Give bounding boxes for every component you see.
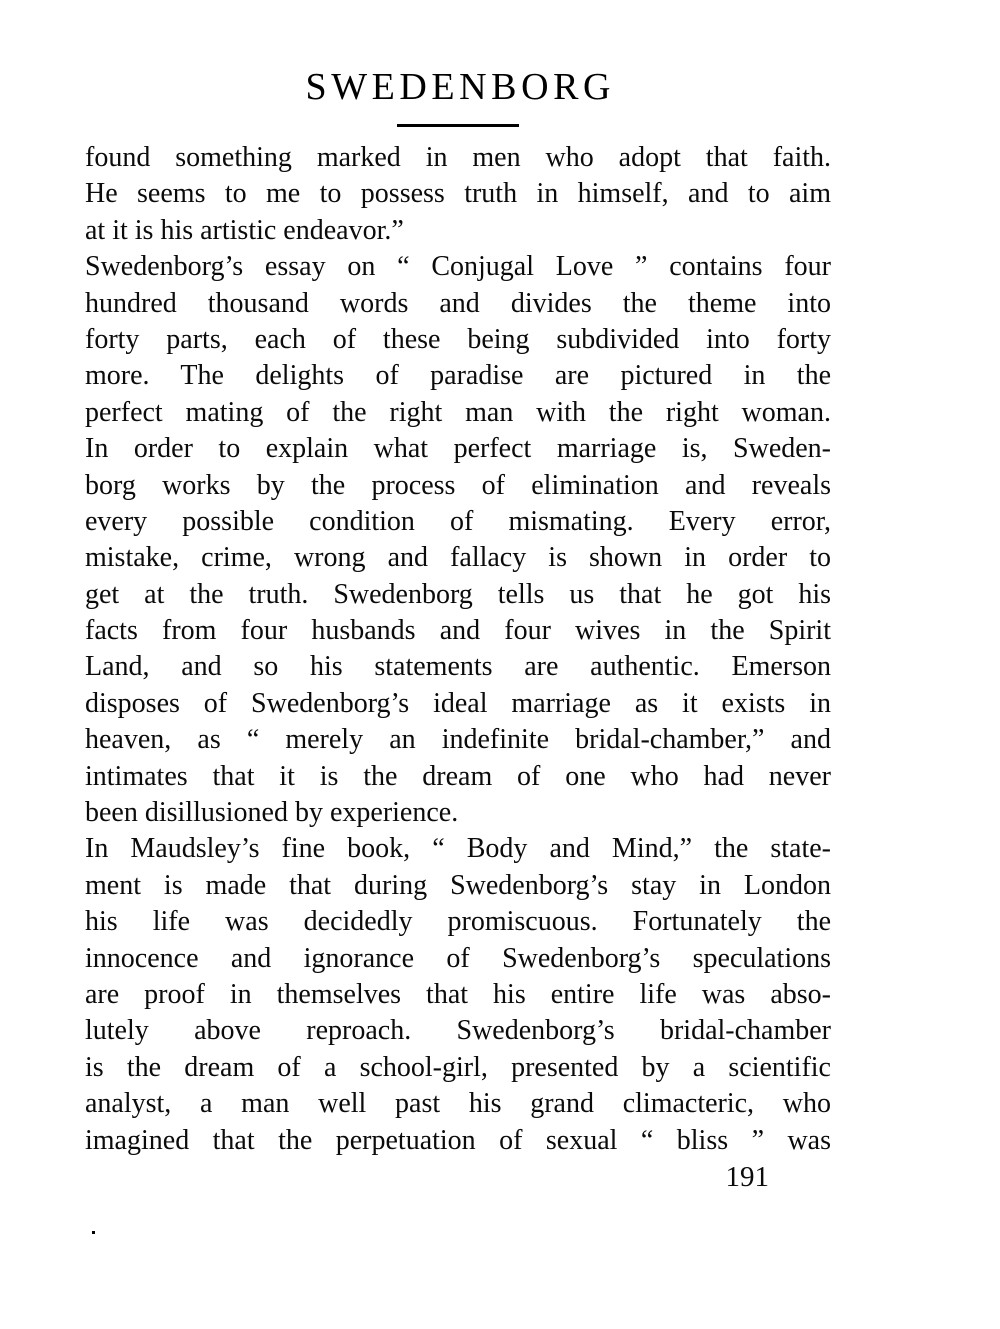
- text-line: disposes of Swedenborg’s ideal marriage as it exists in: [85, 687, 831, 719]
- text-line: at it is his artistic endeavor.”: [85, 214, 404, 246]
- text-line: more. The delights of paradise are pictured in the: [85, 360, 831, 392]
- page-title: SWEDENBORG: [305, 66, 616, 108]
- text-line: found something marked in men who adopt that faith.: [85, 142, 831, 173]
- ink-speck: [92, 1231, 95, 1234]
- text-line: imagined that the perpetuation of sexual “ bliss ” was: [85, 1124, 831, 1156]
- text-line: is the dream of a school-girl, presented by a scientific: [85, 1051, 831, 1083]
- body-text: [85, 140, 831, 1159]
- text-line: his life was decidedly promiscuous. Fortunately the: [85, 906, 831, 938]
- text-line: Land, and so his statements are authentic. Emerson: [85, 651, 831, 683]
- text-line: In Maudsley’s fine book, “ Body and Mind,” the state-: [85, 833, 831, 865]
- text-line: perfect mating of the right man with the right woman.: [85, 396, 831, 428]
- text-line: In order to explain what perfect marriage is, Sweden-: [85, 433, 831, 465]
- text-line: hundred thousand words and divides the theme into: [85, 287, 831, 319]
- text-line: heaven, as “ merely an indefinite bridal-chamber,” and: [85, 724, 831, 756]
- text-line: analyst, a man well past his grand climacteric, who: [85, 1088, 831, 1120]
- text-line: are proof in themselves that his entire life was abso-: [85, 978, 831, 1010]
- text-line: ment is made that during Swedenborg’s stay in London: [85, 869, 831, 901]
- text-line: innocence and ignorance of Swedenborg’s speculations: [85, 942, 831, 974]
- text-line: intimates that it is the dream of one who had never: [85, 760, 831, 792]
- text-line: borg works by the process of elimination and reveals: [85, 469, 831, 501]
- text-line: lutely above reproach. Swedenborg’s bridal-chamber: [85, 1015, 831, 1047]
- text-line: He seems to me to possess truth in himself, and to aim: [85, 178, 831, 210]
- text-column: [85, 0, 831, 1195]
- text-line: get at the truth. Swedenborg tells us that he got his: [85, 578, 831, 610]
- page-number: 191: [725, 1160, 769, 1193]
- text-line: every possible condition of mismating. Every error,: [85, 505, 831, 537]
- text-line: facts from four husbands and four wives in the Spirit: [85, 615, 831, 647]
- text-line: Swedenborg’s essay on “ Conjugal Love ” contains four: [85, 251, 831, 283]
- title-divider-rule: [397, 124, 519, 127]
- text-line: forty parts, each of these being subdivided into forty: [85, 323, 831, 355]
- text-line: mistake, crime, wrong and fallacy is shown in order to: [85, 542, 831, 574]
- text-line: been disillusioned by experience.: [85, 797, 459, 829]
